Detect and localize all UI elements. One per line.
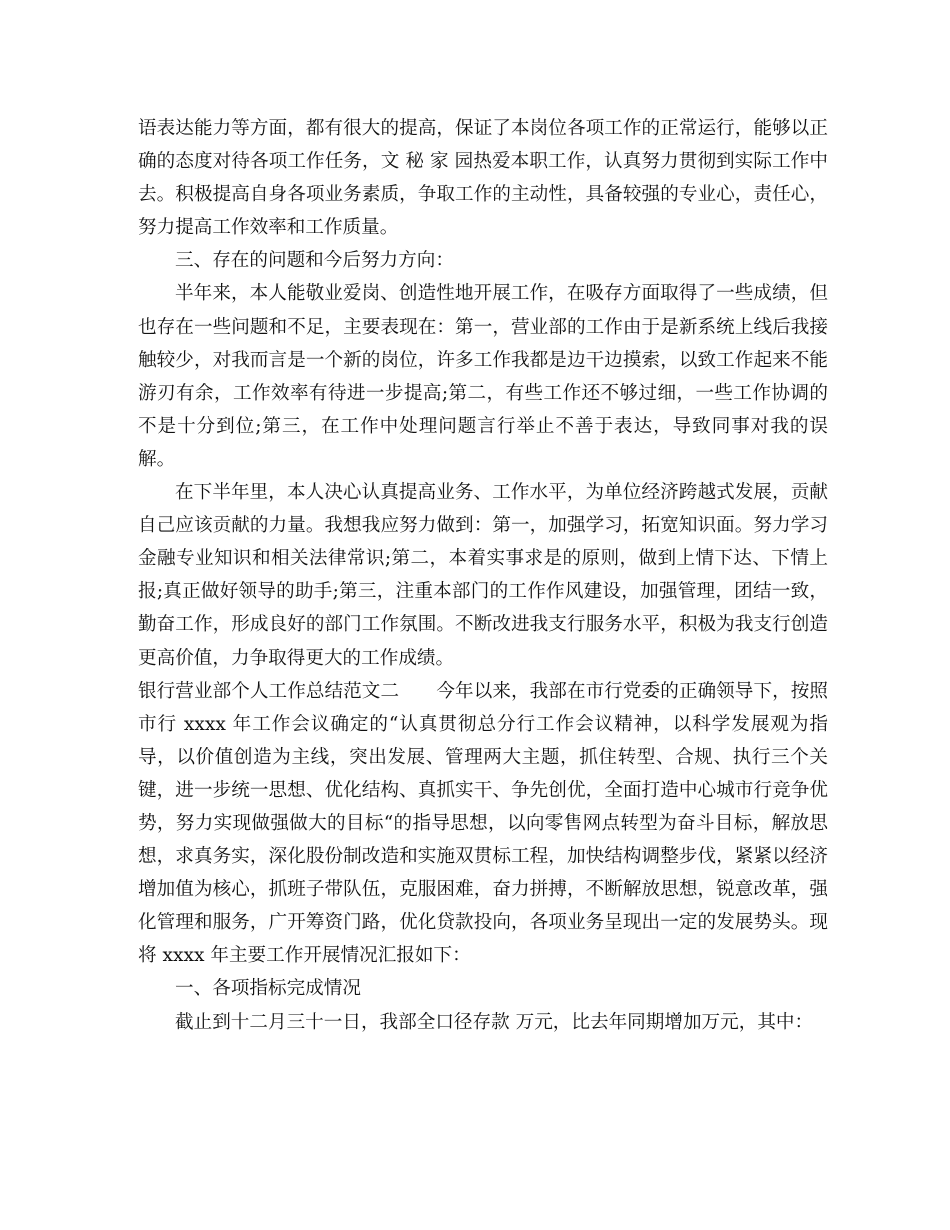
document-body — [138, 112, 828, 1039]
section-heading-problems: 三、存在的问题和今后努力方向： — [175, 250, 454, 272]
paragraph-deposits: 截止到十二月三十一日，我部全口径存款 万元，比去年同期增加万元，其中： — [175, 1011, 814, 1033]
paragraph-problems: 半年来，本人能敬业爱岗、创造性地开展工作，在吸存方面取得了一些成绩，但也存在一些问题和不足，主要表现在：第一，营业部的工作由于是新系统上线后我接触较少，对我而言是一个新的岗位，许多工作我都是边干边摸索，以致工作起来不能游刃有余，工作效率有待进一步提高;第二，有些工作还不够过细，一些工作协调的不是十分到位;第三，在工作中处理问题言行举止不善于表达，导致同事对我的误解。 — [138, 283, 828, 470]
section-heading-indicators: 一、各项指标完成情况 — [175, 978, 361, 1000]
paragraph-plans: 在下半年里，本人决心认真提高业务、工作水平，为单位经济跨越式发展，贡献自己应该贡献的力量。我想我应努力做到：第一，加强学习，拓宽知识面。努力学习金融专业知识和相关法律常识;第二，本着实事求是的原则，做到上情下达、下情上报;真正做好领导的助手;第三，注重本部门的工作作风建设，加强管理，团结一致，勤奋工作，形成良好的部门工作氛围。不断改进我支行服务水平，积极为我支行创造更高价值，力争取得更大的工作成绩。 — [138, 482, 828, 669]
paragraph-summary-two: 银行营业部个人工作总结范文二 今年以来，我部在市行党委的正确领导下，按照市行 xxxx 年工作会议确定的“认真贯彻总分行工作会议精神，以科学发展观为指导，以价值创造为主线，突出发展、管理两大主题，抓住转型、合规、执行三个关键，进一步统一思想、优化结构、真抓实干、争先创优，全面打造中心城市行竞争优势，努力实现做强做大的目标“的指导思想，以向零售网点转型为奋斗目标，解放思想，求真务实，深化股份制改造和实施双贯标工程，加快结构调整步伐，紧紧以经济增加值为核心，抓班子带队伍，克服困难，奋力拼搏，不断解放思想，锐意改革，强化管理和服务，广开筹资门路，优化贷款投向，各项业务呈现出一定的发展势头。现将 xxxx 年主要工作开展情况汇报如下： — [138, 680, 828, 967]
paragraph-1: 语表达能力等方面，都有很大的提高，保证了本岗位各项工作的正常运行，能够以正确的态度对待各项工作任务，文 秘 家 园热爱本职工作，认真努力贯彻到实际工作中去。积极提高自身各项业务素质，争取工作的主动性，具备较强的专业心，责任心，努力提高工作效率和工作质量。 — [138, 118, 828, 239]
